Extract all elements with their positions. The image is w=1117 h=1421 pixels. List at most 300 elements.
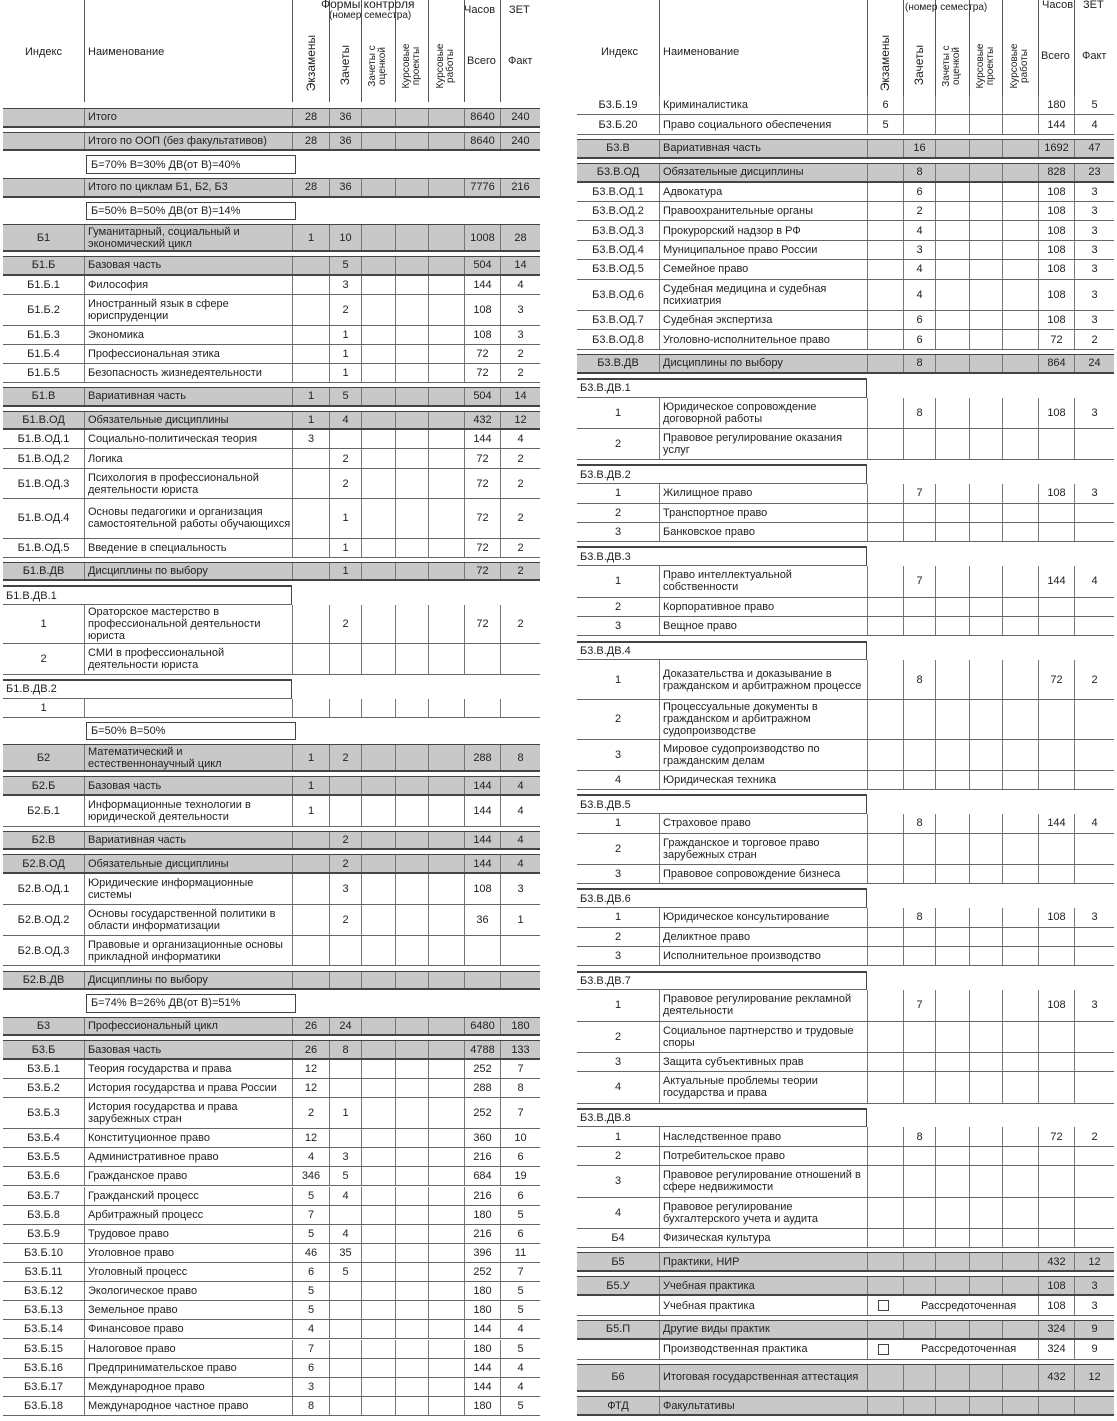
row-zet: 4 xyxy=(500,430,540,448)
summary-row xyxy=(3,562,540,582)
row-index: 1 xyxy=(40,617,47,630)
row-exams: 1 xyxy=(292,225,329,250)
row-zet xyxy=(1074,1053,1114,1071)
header-fact-label: Факт xyxy=(1082,50,1107,62)
row-index: Б1.В xyxy=(31,390,56,403)
row-zet xyxy=(1074,1229,1114,1247)
row-index: Б1.В.ДВ xyxy=(22,565,65,578)
row-credits: 1 xyxy=(329,499,361,537)
row-name: Доказательства и доказывание в гражданском и арбитражном процессе xyxy=(659,660,867,699)
row-course-works xyxy=(428,412,464,429)
discipline-row xyxy=(3,1148,540,1167)
row-exams xyxy=(867,183,903,201)
row-exams xyxy=(292,605,329,643)
row-hours: 864 xyxy=(1038,355,1074,372)
practice-row xyxy=(577,1296,1114,1316)
row-exams xyxy=(867,660,903,699)
row-course-works xyxy=(428,276,464,294)
row-course-projects xyxy=(395,1129,428,1147)
row-course-projects xyxy=(969,221,1002,239)
row-course-works xyxy=(428,133,464,150)
discipline-row xyxy=(3,644,540,675)
row-index: Б1.Б.1 xyxy=(27,278,60,291)
row-index: 1 xyxy=(614,999,622,1012)
row-hours: 1008 xyxy=(464,225,500,250)
row-zet: 3 xyxy=(1074,484,1114,502)
discipline-row xyxy=(577,311,1114,330)
discipline-row xyxy=(577,928,1114,947)
row-credits: 6 xyxy=(903,183,935,201)
row-index: Б2.В.ОД.3 xyxy=(17,944,70,957)
row-name: Социальное партнерство и трудовые споры xyxy=(659,1022,867,1052)
row-graded xyxy=(935,398,969,428)
row-course-projects xyxy=(395,1301,428,1319)
row-graded xyxy=(361,412,395,429)
row-name: Базовая часть xyxy=(84,777,292,794)
row-name: Информационные технологии в юридической деятельности xyxy=(84,796,292,826)
row-hours xyxy=(464,699,500,717)
discipline-row xyxy=(577,484,1114,503)
row-zet xyxy=(1074,865,1114,883)
row-course-projects xyxy=(969,1166,1002,1196)
row-index: Б5.П xyxy=(605,1323,631,1336)
row-exams xyxy=(292,563,329,580)
row-hours: 36 xyxy=(464,905,500,935)
row-zet xyxy=(1074,598,1114,616)
row-index: 2 xyxy=(614,438,622,451)
row-credits: 5 xyxy=(329,388,361,405)
header-course-works-label xyxy=(436,31,456,101)
row-exams xyxy=(867,1253,903,1270)
row-index: 1 xyxy=(614,1130,622,1143)
row-course-works xyxy=(428,874,464,904)
row-index: Б3.В.ОД.2 xyxy=(592,205,644,218)
row-index: 3 xyxy=(614,1175,622,1188)
discipline-row xyxy=(3,1098,540,1129)
discipline-row xyxy=(577,740,1114,771)
row-credits: 7 xyxy=(903,484,935,502)
discipline-row xyxy=(577,947,1114,966)
row-hours: 7776 xyxy=(464,179,500,196)
row-index: Б3.В.ОД.8 xyxy=(592,333,644,346)
row-credits: 3 xyxy=(329,276,361,294)
row-course-works xyxy=(428,832,464,849)
row-index: Б3.Б.2 xyxy=(27,1082,60,1095)
row-course-projects xyxy=(395,1378,428,1396)
row-zet: 240 xyxy=(500,133,540,150)
discipline-row xyxy=(3,1079,540,1098)
row-exams: 6 xyxy=(867,96,903,114)
discipline-row xyxy=(577,1127,1114,1146)
row-name: Дисциплины по выбору xyxy=(659,355,867,372)
row-zet xyxy=(1074,504,1114,522)
row-course-works xyxy=(1002,908,1038,926)
row-exams xyxy=(867,260,903,278)
row-index: 1 xyxy=(614,487,622,500)
row-course-projects xyxy=(969,260,1002,278)
row-course-projects xyxy=(969,566,1002,596)
row-hours xyxy=(1038,1229,1074,1247)
row-course-works xyxy=(428,972,464,989)
row-course-projects xyxy=(395,855,428,872)
row-graded xyxy=(935,566,969,596)
row-credits xyxy=(903,1365,935,1390)
row-credits xyxy=(903,1321,935,1338)
row-graded xyxy=(361,832,395,849)
discipline-row xyxy=(577,700,1114,740)
practice-checkbox[interactable] xyxy=(878,1300,889,1311)
row-index: Б3.Б.7 xyxy=(27,1189,60,1202)
row-index: Б6 xyxy=(611,1371,625,1384)
row-name: Итого по ООП (без факультативов) xyxy=(84,133,292,150)
row-graded xyxy=(361,1167,395,1185)
row-zet: 7 xyxy=(500,1098,540,1128)
row-hours xyxy=(464,972,500,989)
row-index xyxy=(3,179,84,196)
row-exams xyxy=(292,905,329,935)
row-index: Б3.Б.9 xyxy=(27,1227,60,1240)
row-zet xyxy=(1074,771,1114,789)
row-index: Б1.Б.5 xyxy=(27,366,60,379)
row-hours: 324 xyxy=(1038,1340,1074,1359)
row-credits xyxy=(329,699,361,717)
row-course-works xyxy=(1002,928,1038,946)
row-credits xyxy=(903,523,935,541)
row-course-works xyxy=(428,388,464,405)
row-graded xyxy=(935,221,969,239)
course-projects-text-2: проекты xyxy=(410,46,422,86)
row-name: Трудовое право xyxy=(84,1225,292,1243)
row-zet: 7 xyxy=(500,1060,540,1078)
row-zet: 5 xyxy=(500,1397,540,1415)
row-course-works xyxy=(428,1187,464,1205)
header-course-projects-label xyxy=(402,31,422,101)
row-hours: 108 xyxy=(464,295,500,325)
row-zet: 4 xyxy=(500,276,540,294)
row-zet: 4 xyxy=(500,777,540,794)
row-zet xyxy=(1074,928,1114,946)
row-credits: 4 xyxy=(329,1225,361,1243)
summary-row xyxy=(3,411,540,431)
row-zet xyxy=(1074,700,1114,739)
discipline-row xyxy=(577,1053,1114,1072)
row-course-works xyxy=(1002,1198,1038,1228)
row-exams: 5 xyxy=(867,115,903,133)
row-course-projects xyxy=(969,700,1002,739)
row-zet: 4 xyxy=(500,832,540,849)
row-graded xyxy=(935,865,969,883)
row-zet: 23 xyxy=(1074,164,1114,181)
row-course-works xyxy=(428,345,464,363)
row-name: Банковское право xyxy=(659,523,867,541)
row-index: Б2.Б xyxy=(31,779,56,792)
row-name: Арбитражный процесс xyxy=(84,1206,292,1224)
row-course-projects xyxy=(395,644,428,674)
row-exams: 7 xyxy=(292,1340,329,1358)
row-course-works xyxy=(1002,1229,1038,1247)
row-exams xyxy=(867,202,903,220)
row-index: Б2.В.ОД xyxy=(22,857,65,870)
row-zet xyxy=(1074,1147,1114,1165)
row-zet: 10 xyxy=(500,1129,540,1147)
row-exams: 1 xyxy=(292,745,329,770)
group-index: Б3.В.ДВ.5 xyxy=(580,798,631,811)
row-exams xyxy=(867,221,903,239)
summary-row xyxy=(3,108,540,128)
row-index: Б5.У xyxy=(606,1279,630,1292)
row-graded xyxy=(361,326,395,344)
row-exams xyxy=(867,1072,903,1102)
row-graded xyxy=(361,1129,395,1147)
graded-text-1: Зачеты с xyxy=(367,45,378,87)
row-name: Профессиональная этика xyxy=(84,345,292,363)
row-credits: 8 xyxy=(903,164,935,181)
row-graded xyxy=(935,164,969,181)
row-course-works xyxy=(1002,1166,1038,1196)
row-graded xyxy=(935,947,969,965)
discipline-row xyxy=(577,115,1114,134)
row-hours: 252 xyxy=(464,1098,500,1128)
discipline-row xyxy=(577,398,1114,429)
row-exams: 4 xyxy=(292,1148,329,1166)
row-course-works xyxy=(1002,221,1038,239)
row-course-projects xyxy=(395,1244,428,1262)
row-zet: 2 xyxy=(1074,660,1114,699)
row-course-projects xyxy=(969,330,1002,348)
group-index: Б3.В.ДВ.7 xyxy=(580,974,631,987)
row-course-projects xyxy=(395,874,428,904)
row-graded xyxy=(361,1060,395,1078)
discipline-row xyxy=(3,874,540,905)
row-name: СМИ в профессиональной деятельности юриста xyxy=(84,644,292,674)
row-credits: 3 xyxy=(329,874,361,904)
row-index: 1 xyxy=(40,701,47,714)
row-course-works xyxy=(428,1041,464,1058)
row-credits: 1 xyxy=(329,1098,361,1128)
row-credits: 1 xyxy=(329,326,361,344)
row-index: Б1.Б.4 xyxy=(27,347,60,360)
row-hours xyxy=(1038,1053,1074,1071)
row-course-projects xyxy=(969,865,1002,883)
row-zet: 133 xyxy=(500,1041,540,1058)
row-zet: 1 xyxy=(500,905,540,935)
row-graded xyxy=(935,1365,969,1390)
row-course-projects xyxy=(969,1072,1002,1102)
practice-checkbox[interactable] xyxy=(878,1344,889,1355)
row-name: Экологическое право xyxy=(84,1282,292,1300)
row-hours: 432 xyxy=(464,412,500,429)
row-graded xyxy=(361,225,395,250)
row-name: Наследственное право xyxy=(659,1127,867,1145)
row-index: Б1.Б.2 xyxy=(27,303,60,316)
practice-row xyxy=(577,1340,1114,1360)
row-graded xyxy=(361,972,395,989)
row-course-works xyxy=(428,179,464,196)
row-course-projects xyxy=(395,295,428,325)
row-credits: 36 xyxy=(329,109,361,126)
row-course-projects xyxy=(969,202,1002,220)
row-name: Потребительское право xyxy=(659,1147,867,1165)
row-graded xyxy=(935,1166,969,1196)
row-course-projects xyxy=(969,1321,1002,1338)
row-index: Б1.В.ОД xyxy=(22,414,65,427)
row-index xyxy=(577,1296,659,1315)
row-graded xyxy=(361,777,395,794)
row-course-projects xyxy=(969,398,1002,428)
row-exams xyxy=(292,449,329,467)
row-credits xyxy=(329,1282,361,1300)
row-zet: 3 xyxy=(1074,221,1114,239)
row-name: Обязательные дисциплины xyxy=(659,164,867,181)
row-index: Б3.Б.12 xyxy=(24,1285,63,1298)
row-hours xyxy=(1038,504,1074,522)
row-hours xyxy=(1038,947,1074,965)
row-zet xyxy=(1074,1198,1114,1228)
row-exams xyxy=(292,832,329,849)
discipline-row xyxy=(577,1022,1114,1053)
row-zet xyxy=(1074,740,1114,770)
row-index: Б1.В.ОД.4 xyxy=(17,512,70,525)
row-course-works xyxy=(428,745,464,770)
row-credits xyxy=(329,1060,361,1078)
row-name: Предпринимательское право xyxy=(84,1359,292,1377)
header-total-label: Всего xyxy=(467,55,496,67)
row-graded xyxy=(935,1127,969,1145)
row-credits: 5 xyxy=(329,1263,361,1281)
discipline-row xyxy=(577,241,1114,260)
row-zet: 3 xyxy=(500,326,540,344)
row-course-works xyxy=(428,469,464,499)
row-hours xyxy=(1038,1397,1074,1414)
row-exams xyxy=(292,326,329,344)
row-graded xyxy=(935,928,969,946)
discipline-row xyxy=(577,1198,1114,1229)
row-zet: 3 xyxy=(1074,280,1114,310)
row-exams xyxy=(867,1321,903,1338)
row-graded xyxy=(361,295,395,325)
row-name: Международное право xyxy=(84,1378,292,1396)
row-hours: 144 xyxy=(464,832,500,849)
row-course-works xyxy=(428,430,464,448)
row-course-projects xyxy=(969,617,1002,635)
row-course-works xyxy=(1002,1072,1038,1102)
row-graded xyxy=(361,1079,395,1097)
row-hours: 72 xyxy=(464,563,500,580)
row-course-works xyxy=(428,499,464,537)
row-course-works xyxy=(1002,1397,1038,1414)
practice-mode-text: Рассредоточенная xyxy=(921,1299,1017,1312)
row-zet: 4 xyxy=(500,1378,540,1396)
row-graded xyxy=(361,1225,395,1243)
group-label-row xyxy=(577,378,867,398)
row-graded xyxy=(361,276,395,294)
row-index: Б3.Б.19 xyxy=(598,99,638,112)
discipline-row xyxy=(577,660,1114,700)
row-zet xyxy=(1074,834,1114,864)
row-course-projects xyxy=(395,1225,428,1243)
row-hours xyxy=(464,644,500,674)
row-exams xyxy=(292,644,329,674)
row-course-works xyxy=(1002,814,1038,832)
row-name: Корпоративное право xyxy=(659,598,867,616)
row-zet: 6 xyxy=(500,1225,540,1243)
row-index: 2 xyxy=(614,506,622,519)
row-graded xyxy=(361,1098,395,1128)
row-graded xyxy=(935,523,969,541)
row-exams xyxy=(292,469,329,499)
row-index: Б3.Б.14 xyxy=(24,1323,63,1336)
row-exams xyxy=(292,539,329,557)
discipline-row xyxy=(3,605,540,644)
practice-mode-text: Рассредоточенная xyxy=(921,1343,1017,1356)
row-hours: 144 xyxy=(464,430,500,448)
row-graded xyxy=(361,796,395,826)
row-credits: 8 xyxy=(903,908,935,926)
row-exams xyxy=(867,1166,903,1196)
row-hours: 108 xyxy=(1038,221,1074,239)
group-label-row xyxy=(577,888,867,908)
row-hours: 144 xyxy=(464,1359,500,1377)
row-zet xyxy=(1074,1072,1114,1102)
header-course-projects-label xyxy=(976,31,996,101)
row-exams xyxy=(867,1229,903,1247)
row-hours: 108 xyxy=(464,326,500,344)
row-zet: 3 xyxy=(500,295,540,325)
row-course-projects xyxy=(969,990,1002,1020)
row-index xyxy=(3,133,84,150)
row-exams: 46 xyxy=(292,1244,329,1262)
row-index: 4 xyxy=(614,1206,622,1219)
discipline-row xyxy=(3,936,540,967)
row-hours xyxy=(1038,1022,1074,1052)
discipline-row xyxy=(3,276,540,295)
row-index: Б3.В.ОД xyxy=(596,166,640,179)
row-credits xyxy=(903,1198,935,1228)
row-index: 2 xyxy=(40,652,47,665)
row-zet: 3 xyxy=(1074,1296,1114,1315)
row-hours: 108 xyxy=(1038,241,1074,259)
course-projects-text-1: Курсовые xyxy=(974,43,986,89)
row-name: Судебная медицина и судебная психиатрия xyxy=(659,280,867,310)
row-index: Б2.Б.1 xyxy=(27,804,60,817)
row-name: Гуманитарный, социальный и экономический цикл xyxy=(84,225,292,250)
row-zet xyxy=(1074,429,1114,459)
row-zet: 5 xyxy=(1074,96,1114,114)
discipline-row xyxy=(3,1167,540,1186)
row-zet: 3 xyxy=(1074,241,1114,259)
row-course-works xyxy=(428,1206,464,1224)
discipline-row xyxy=(3,1060,540,1079)
ratio-note: Б=50% В=50% xyxy=(86,722,296,741)
group-index: Б3.В.ДВ.1 xyxy=(580,382,631,395)
row-hours: 72 xyxy=(1038,1127,1074,1145)
row-zet: 28 xyxy=(500,225,540,250)
row-credits: 7 xyxy=(903,990,935,1020)
row-course-projects xyxy=(395,905,428,935)
discipline-row xyxy=(3,345,540,364)
row-course-projects xyxy=(395,1320,428,1338)
row-name: Итого по циклам Б1, Б2, Б3 xyxy=(84,179,292,196)
row-graded xyxy=(935,700,969,739)
row-index: Б2.В xyxy=(31,834,56,846)
row-exams xyxy=(867,1397,903,1414)
row-name: Профессиональный цикл xyxy=(84,1018,292,1035)
row-graded xyxy=(935,484,969,502)
row-credits xyxy=(903,1397,935,1414)
row-name: Итого xyxy=(84,109,292,126)
row-index: Б1.Б.3 xyxy=(27,328,60,341)
row-graded xyxy=(361,1378,395,1396)
